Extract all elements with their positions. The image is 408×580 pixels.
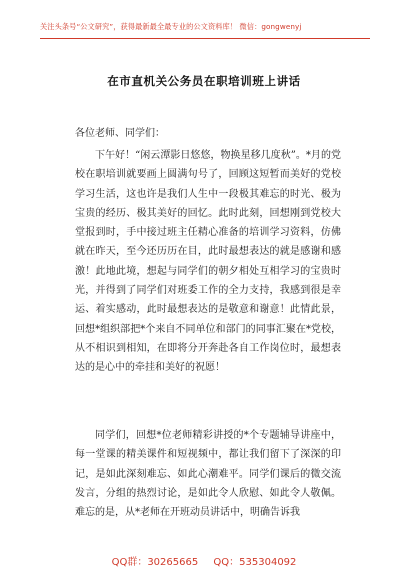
footer-qq: QQ：535304092 <box>213 557 297 568</box>
header-promo-text: 关注头条号“公文研究”，获得最新最全最专业的公文资料库！ 微信：gongwenyj <box>40 22 302 31</box>
footer-contacts <box>0 553 408 568</box>
document-title: 在市直机关公务员在职培训班上讲话 <box>107 74 301 88</box>
header-divider <box>40 38 370 39</box>
footer-qq-group: QQ群：30265665 <box>111 557 199 568</box>
body-paragraph: 同学们，回想*位老师精彩讲授的*个专题辅导讲座中，每一堂课的精美课件和短视频中，都让我们留下了深深的印记，是如此深刻难忘、如此心潮难平。同学们课后的微交流发言，分组的热烈讨论，是如此令人欣慰、如此令人敬佩。难忘的是，从*老师在开班动员讲话中，明确告诉我 <box>75 430 341 519</box>
body-paragraph: 下午好！“闲云潭影日悠悠，物换星移几度秋”。*月的党校在职培训就要画上圆满句号了，回顾这短暂而美好的党校学习生活，这也许是我们人生中一段极其难忘的时光、极为宝贵的经历、极其美好的回忆。此时此刻，回想刚到党校大堂报到时，手中接过班主任精心准备的培训学习资料，仿佛就在昨天，至今还历历在目，此时最想表达的就是感谢和感激！此地此境，想起与同学们的朝夕相处互相学习的宝贵时光，并得到了同学们对班委工作的全力支持，我感到很是幸运、着实感动，此时最想表达的是敬意和谢意！此情此景，回想*组织部把*个来自不同单位和部门的同事汇聚在*党校，从不相识到相知，在即将分开奔赴各自工作岗位时，最想表达的是心中的牵挂和美好的祝愿！ <box>75 150 341 374</box>
salutation: 各位老师、同学们： <box>75 128 165 139</box>
